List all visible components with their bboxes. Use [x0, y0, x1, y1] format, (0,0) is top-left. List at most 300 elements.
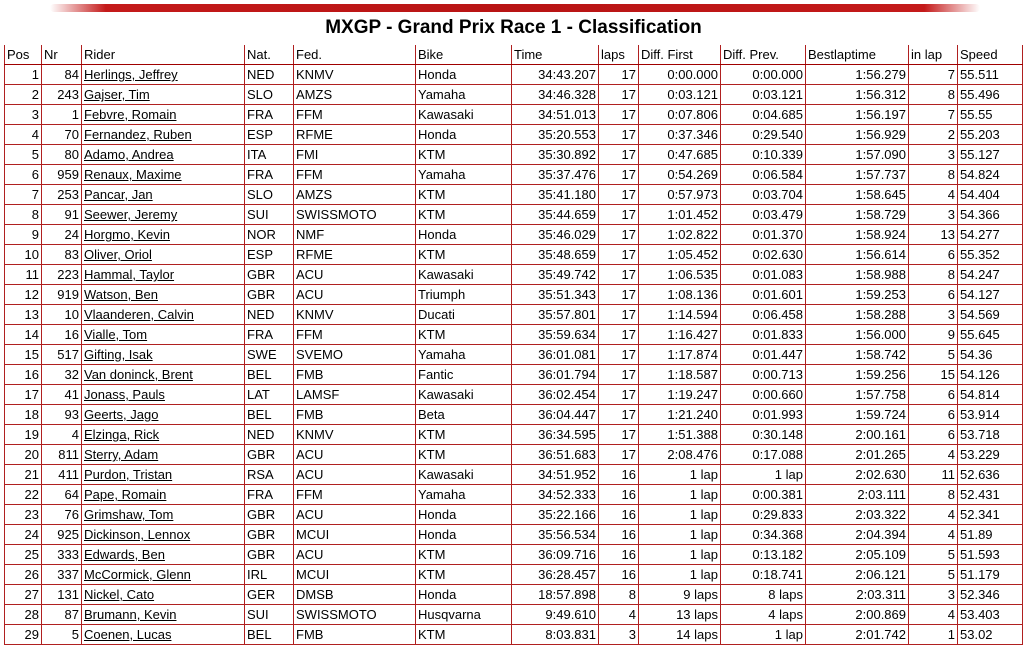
rider-link[interactable]: Brumann, Kevin [84, 607, 177, 622]
col-diff-prev-cell: 0:00.713 [721, 365, 806, 385]
col-fed-cell: MCUI [294, 525, 416, 545]
col-in-lap-cell: 2 [909, 125, 958, 145]
col-rider-cell [82, 85, 245, 105]
col-nat-cell: FRA [245, 485, 294, 505]
rider-link[interactable]: Hammal, Taylor [84, 267, 175, 282]
col-laps-cell: 16 [599, 525, 639, 545]
col-speed-cell: 53.02 [958, 625, 1023, 645]
table-row [5, 425, 1023, 445]
table-row [5, 605, 1023, 625]
rider-link[interactable]: Adamo, Andrea [84, 147, 174, 162]
col-laps-cell: 16 [599, 545, 639, 565]
col-in-lap-cell: 1 [909, 625, 958, 645]
col-rider-cell [82, 325, 245, 345]
col-rider-cell [82, 465, 245, 485]
col-nr-cell: 925 [42, 525, 82, 545]
col-nr-cell: 919 [42, 285, 82, 305]
col-pos-cell: 12 [5, 285, 42, 305]
col-speed-cell: 53.914 [958, 405, 1023, 425]
classification-table [4, 45, 1023, 645]
col-bestlaptime-cell: 1:57.090 [806, 145, 909, 165]
col-in-lap-cell: 6 [909, 405, 958, 425]
table-row [5, 65, 1023, 85]
col-speed-cell: 53.718 [958, 425, 1023, 445]
col-diff-first-header: Diff. First [639, 45, 721, 65]
table-row [5, 225, 1023, 245]
rider-link[interactable]: McCormick, Glenn [84, 567, 191, 582]
col-diff-prev-cell: 1 lap [721, 625, 806, 645]
col-fed-cell: ACU [294, 545, 416, 565]
col-time-header: Time [512, 45, 599, 65]
col-diff-first-cell: 1:21.240 [639, 405, 721, 425]
col-nat-cell: BEL [245, 365, 294, 385]
col-diff-prev-cell: 0:30.148 [721, 425, 806, 445]
col-bike-cell: KTM [416, 625, 512, 645]
rider-link[interactable]: Pape, Romain [84, 487, 167, 502]
col-pos-cell: 17 [5, 385, 42, 405]
col-fed-cell: SWISSMOTO [294, 205, 416, 225]
table-row [5, 105, 1023, 125]
col-bike-cell: Ducati [416, 305, 512, 325]
col-in-lap-cell: 6 [909, 285, 958, 305]
col-bike-cell: Kawasaki [416, 385, 512, 405]
col-nr-cell: 811 [42, 445, 82, 465]
table-row [5, 565, 1023, 585]
col-bike-cell: Husqvarna [416, 605, 512, 625]
col-fed-cell: FMB [294, 365, 416, 385]
col-pos-cell: 15 [5, 345, 42, 365]
col-bike-cell: Honda [416, 585, 512, 605]
col-laps-cell: 17 [599, 225, 639, 245]
col-diff-prev-cell: 0:34.368 [721, 525, 806, 545]
col-pos-cell: 8 [5, 205, 42, 225]
col-speed-cell: 55.127 [958, 145, 1023, 165]
col-pos-cell: 26 [5, 565, 42, 585]
col-bike-cell: KTM [416, 145, 512, 165]
col-fed-cell: FMB [294, 405, 416, 425]
col-in-lap-cell: 15 [909, 365, 958, 385]
col-speed-cell: 54.36 [958, 345, 1023, 365]
col-in-lap-cell: 7 [909, 65, 958, 85]
col-bike-cell: Fantic [416, 365, 512, 385]
table-row [5, 145, 1023, 165]
col-nat-cell: GBR [245, 525, 294, 545]
col-nat-cell: FRA [245, 325, 294, 345]
col-diff-first-cell: 0:03.121 [639, 85, 721, 105]
col-fed-cell: FFM [294, 325, 416, 345]
col-diff-prev-cell: 0:02.630 [721, 245, 806, 265]
col-diff-first-cell: 0:57.973 [639, 185, 721, 205]
col-time-cell: 35:57.801 [512, 305, 599, 325]
col-pos-cell: 18 [5, 405, 42, 425]
col-pos-header: Pos [5, 45, 42, 65]
col-laps-cell: 16 [599, 485, 639, 505]
col-laps-cell: 17 [599, 425, 639, 445]
col-nr-cell: 10 [42, 305, 82, 325]
col-nat-cell: GBR [245, 445, 294, 465]
col-pos-cell: 14 [5, 325, 42, 345]
col-rider-cell [82, 485, 245, 505]
col-speed-cell: 54.126 [958, 365, 1023, 385]
col-fed-cell: LAMSF [294, 385, 416, 405]
col-bestlaptime-cell: 2:02.630 [806, 465, 909, 485]
col-diff-prev-header: Diff. Prev. [721, 45, 806, 65]
col-diff-prev-cell: 0:01.601 [721, 285, 806, 305]
table-row [5, 545, 1023, 565]
col-diff-first-cell: 1 lap [639, 545, 721, 565]
col-in-lap-cell: 8 [909, 165, 958, 185]
col-time-cell: 34:43.207 [512, 65, 599, 85]
col-nat-cell: NED [245, 425, 294, 445]
col-speed-cell: 51.179 [958, 565, 1023, 585]
col-nr-cell: 24 [42, 225, 82, 245]
col-diff-prev-cell: 0:04.685 [721, 105, 806, 125]
col-bike-cell: Honda [416, 225, 512, 245]
col-pos-cell: 19 [5, 425, 42, 445]
col-nr-cell: 32 [42, 365, 82, 385]
col-in-lap-cell: 3 [909, 585, 958, 605]
col-speed-cell: 54.569 [958, 305, 1023, 325]
col-time-cell: 35:49.742 [512, 265, 599, 285]
col-bestlaptime-cell: 1:56.929 [806, 125, 909, 145]
col-bestlaptime-cell: 1:56.312 [806, 85, 909, 105]
col-rider-cell [82, 505, 245, 525]
table-row [5, 305, 1023, 325]
col-rider-cell [82, 105, 245, 125]
col-rider-cell [82, 625, 245, 645]
col-diff-prev-cell: 0:18.741 [721, 565, 806, 585]
col-time-cell: 36:01.794 [512, 365, 599, 385]
col-diff-first-cell: 0:00.000 [639, 65, 721, 85]
col-pos-cell: 27 [5, 585, 42, 605]
col-rider-cell [82, 425, 245, 445]
col-fed-cell: KNMV [294, 425, 416, 445]
col-bike-cell: KTM [416, 545, 512, 565]
col-time-cell: 36:28.457 [512, 565, 599, 585]
col-rider-cell [82, 265, 245, 285]
col-diff-first-cell: 1 lap [639, 505, 721, 525]
table-row [5, 125, 1023, 145]
col-time-cell: 34:51.013 [512, 105, 599, 125]
col-nat-cell: GBR [245, 265, 294, 285]
col-in-lap-cell: 6 [909, 245, 958, 265]
col-nr-cell: 253 [42, 185, 82, 205]
col-laps-cell: 4 [599, 605, 639, 625]
col-speed-cell: 54.127 [958, 285, 1023, 305]
col-nat-cell: SLO [245, 185, 294, 205]
col-bike-cell: Kawasaki [416, 105, 512, 125]
rider-link[interactable]: Renaux, Maxime [84, 167, 182, 182]
col-speed-cell: 53.229 [958, 445, 1023, 465]
col-time-cell: 34:52.333 [512, 485, 599, 505]
col-in-lap-cell: 6 [909, 385, 958, 405]
col-diff-prev-cell: 0:29.833 [721, 505, 806, 525]
col-fed-cell: AMZS [294, 85, 416, 105]
rider-link[interactable]: Fernandez, Ruben [84, 127, 192, 142]
col-nat-cell: SWE [245, 345, 294, 365]
col-time-cell: 35:44.659 [512, 205, 599, 225]
rider-link[interactable]: Sterry, Adam [84, 447, 159, 462]
col-in-lap-cell: 4 [909, 505, 958, 525]
col-laps-cell: 17 [599, 105, 639, 125]
table-row [5, 405, 1023, 425]
col-time-cell: 35:20.553 [512, 125, 599, 145]
col-nr-cell: 91 [42, 205, 82, 225]
col-diff-prev-cell: 0:03.121 [721, 85, 806, 105]
col-nat-cell: BEL [245, 405, 294, 425]
col-in-lap-cell: 11 [909, 465, 958, 485]
col-diff-first-cell: 1:02.822 [639, 225, 721, 245]
rider-link[interactable]: Van doninck, Brent [84, 367, 193, 382]
col-fed-cell: FFM [294, 165, 416, 185]
rider-link[interactable]: Nickel, Cato [84, 587, 155, 602]
col-fed-cell: ACU [294, 505, 416, 525]
col-time-cell: 35:30.892 [512, 145, 599, 165]
col-nat-cell: GBR [245, 505, 294, 525]
col-time-cell: 35:22.166 [512, 505, 599, 525]
rider-link[interactable]: Coenen, Lucas [84, 627, 172, 642]
col-bestlaptime-cell: 1:58.645 [806, 185, 909, 205]
col-pos-cell: 20 [5, 445, 42, 465]
col-diff-prev-cell: 0:00.660 [721, 385, 806, 405]
col-in-lap-cell: 8 [909, 485, 958, 505]
rider-link[interactable]: Gajser, Tim [84, 87, 150, 102]
col-diff-first-cell: 1:16.427 [639, 325, 721, 345]
col-laps-cell: 17 [599, 305, 639, 325]
col-speed-header: Speed [958, 45, 1023, 65]
col-diff-first-cell: 1:18.587 [639, 365, 721, 385]
col-diff-prev-cell: 0:06.584 [721, 165, 806, 185]
col-diff-first-cell: 0:37.346 [639, 125, 721, 145]
rider-link[interactable]: Geerts, Jago [84, 407, 159, 422]
table-body [5, 65, 1023, 645]
col-pos-cell: 22 [5, 485, 42, 505]
col-diff-first-cell: 1:08.136 [639, 285, 721, 305]
col-bestlaptime-cell: 1:59.256 [806, 365, 909, 385]
col-in-lap-cell: 7 [909, 105, 958, 125]
col-bestlaptime-cell: 2:00.869 [806, 605, 909, 625]
col-nr-cell: 411 [42, 465, 82, 485]
rider-link[interactable]: Jonass, Pauls [84, 387, 165, 402]
col-time-cell: 34:46.328 [512, 85, 599, 105]
col-diff-prev-cell: 0:00.381 [721, 485, 806, 505]
col-speed-cell: 55.203 [958, 125, 1023, 145]
rider-link[interactable]: Edwards, Ben [84, 547, 165, 562]
col-rider-cell [82, 65, 245, 85]
col-rider-cell [82, 445, 245, 465]
col-pos-cell: 13 [5, 305, 42, 325]
col-fed-cell: RFME [294, 125, 416, 145]
col-speed-cell: 54.277 [958, 225, 1023, 245]
col-rider-cell [82, 565, 245, 585]
col-in-lap-cell: 5 [909, 565, 958, 585]
col-diff-first-cell: 0:47.685 [639, 145, 721, 165]
col-speed-cell: 54.824 [958, 165, 1023, 185]
col-bike-cell: Honda [416, 525, 512, 545]
col-in-lap-cell: 8 [909, 265, 958, 285]
col-nr-cell: 517 [42, 345, 82, 365]
rider-link[interactable]: Dickinson, Lennox [84, 527, 191, 542]
col-laps-cell: 17 [599, 265, 639, 285]
col-diff-prev-cell: 0:17.088 [721, 445, 806, 465]
col-time-cell: 36:01.081 [512, 345, 599, 365]
col-laps-cell: 16 [599, 465, 639, 485]
col-laps-cell: 17 [599, 325, 639, 345]
col-time-cell: 35:48.659 [512, 245, 599, 265]
col-diff-first-cell: 1 lap [639, 485, 721, 505]
rider-link[interactable]: Gifting, Isak [84, 347, 153, 362]
col-nr-cell: 131 [42, 585, 82, 605]
col-bestlaptime-cell: 1:56.279 [806, 65, 909, 85]
col-diff-first-cell: 1:05.452 [639, 245, 721, 265]
col-diff-first-cell: 1 lap [639, 565, 721, 585]
col-fed-cell: RFME [294, 245, 416, 265]
col-diff-prev-cell: 1 lap [721, 465, 806, 485]
table-row [5, 465, 1023, 485]
table-row [5, 505, 1023, 525]
col-time-cell: 35:56.534 [512, 525, 599, 545]
col-pos-cell: 6 [5, 165, 42, 185]
rider-link[interactable]: Purdon, Tristan [84, 467, 173, 482]
col-speed-cell: 55.55 [958, 105, 1023, 125]
col-in-lap-cell: 3 [909, 145, 958, 165]
col-bike-cell: Honda [416, 505, 512, 525]
col-nat-cell: GBR [245, 545, 294, 565]
table-row [5, 625, 1023, 645]
col-in-lap-cell: 9 [909, 325, 958, 345]
col-fed-cell: AMZS [294, 185, 416, 205]
col-speed-cell: 52.346 [958, 585, 1023, 605]
table-row [5, 165, 1023, 185]
col-in-lap-cell: 3 [909, 205, 958, 225]
col-diff-prev-cell: 0:06.458 [721, 305, 806, 325]
table-row [5, 185, 1023, 205]
rider-link[interactable]: Grimshaw, Tom [84, 507, 174, 522]
col-diff-prev-cell: 0:01.370 [721, 225, 806, 245]
table-row [5, 525, 1023, 545]
rider-link[interactable]: Pancar, Jan [84, 187, 153, 202]
col-bike-cell: Yamaha [416, 85, 512, 105]
rider-link[interactable]: Oliver, Oriol [84, 247, 152, 262]
col-bestlaptime-cell: 1:58.729 [806, 205, 909, 225]
col-bestlaptime-cell: 1:57.737 [806, 165, 909, 185]
col-laps-cell: 17 [599, 205, 639, 225]
col-bike-cell: KTM [416, 425, 512, 445]
rider-link[interactable]: Febvre, Romain [84, 107, 177, 122]
col-nat-cell: FRA [245, 105, 294, 125]
col-rider-cell [82, 125, 245, 145]
col-nr-cell: 64 [42, 485, 82, 505]
col-laps-cell: 17 [599, 385, 639, 405]
col-bestlaptime-cell: 2:03.311 [806, 585, 909, 605]
col-rider-cell [82, 145, 245, 165]
col-in-lap-header: in lap [909, 45, 958, 65]
col-rider-cell [82, 165, 245, 185]
col-fed-cell: MCUI [294, 565, 416, 585]
table-row [5, 345, 1023, 365]
table-row [5, 265, 1023, 285]
col-fed-cell: ACU [294, 445, 416, 465]
col-pos-cell: 3 [5, 105, 42, 125]
col-nr-cell: 1 [42, 105, 82, 125]
col-diff-prev-cell: 0:01.993 [721, 405, 806, 425]
col-in-lap-cell: 5 [909, 345, 958, 365]
col-laps-cell: 17 [599, 405, 639, 425]
col-nr-cell: 959 [42, 165, 82, 185]
col-nat-cell: SLO [245, 85, 294, 105]
col-diff-prev-cell: 0:03.479 [721, 205, 806, 225]
col-diff-prev-cell: 0:03.704 [721, 185, 806, 205]
col-bestlaptime-cell: 1:57.758 [806, 385, 909, 405]
col-nr-cell: 5 [42, 625, 82, 645]
table-row [5, 445, 1023, 465]
col-nat-cell: NED [245, 305, 294, 325]
rider-link[interactable]: Herlings, Jeffrey [84, 67, 178, 82]
col-fed-cell: NMF [294, 225, 416, 245]
col-bestlaptime-cell: 2:01.265 [806, 445, 909, 465]
col-fed-cell: DMSB [294, 585, 416, 605]
col-bestlaptime-cell: 2:04.394 [806, 525, 909, 545]
col-nat-cell: ITA [245, 145, 294, 165]
col-diff-first-cell: 1 lap [639, 465, 721, 485]
col-time-cell: 34:51.952 [512, 465, 599, 485]
rider-link[interactable]: Watson, Ben [84, 287, 158, 302]
col-speed-cell: 55.511 [958, 65, 1023, 85]
rider-link[interactable]: Vlaanderen, Calvin [84, 307, 194, 322]
page-title: MXGP - Grand Prix Race 1 - Classification [325, 17, 702, 38]
col-laps-cell: 17 [599, 185, 639, 205]
col-diff-first-cell: 1:51.388 [639, 425, 721, 445]
col-diff-prev-cell: 0:01.447 [721, 345, 806, 365]
col-time-cell: 36:09.716 [512, 545, 599, 565]
col-bike-cell: KTM [416, 185, 512, 205]
col-bestlaptime-cell: 1:59.724 [806, 405, 909, 425]
col-diff-first-cell: 1 lap [639, 525, 721, 545]
col-pos-cell: 5 [5, 145, 42, 165]
col-fed-cell: ACU [294, 465, 416, 485]
col-nr-cell: 87 [42, 605, 82, 625]
col-rider-cell [82, 305, 245, 325]
table-row [5, 325, 1023, 345]
col-time-cell: 35:37.476 [512, 165, 599, 185]
col-speed-cell: 54.404 [958, 185, 1023, 205]
col-nr-header: Nr [42, 45, 82, 65]
col-in-lap-cell: 3 [909, 305, 958, 325]
col-laps-cell: 17 [599, 65, 639, 85]
col-in-lap-cell: 5 [909, 545, 958, 565]
rider-link[interactable]: Horgmo, Kevin [84, 227, 170, 242]
col-in-lap-cell: 8 [909, 85, 958, 105]
col-fed-cell: FFM [294, 485, 416, 505]
col-nat-header: Nat. [245, 45, 294, 65]
col-bike-cell: Yamaha [416, 485, 512, 505]
col-in-lap-cell: 4 [909, 445, 958, 465]
col-fed-cell: KNMV [294, 65, 416, 85]
col-time-cell: 35:51.343 [512, 285, 599, 305]
col-speed-cell: 52.431 [958, 485, 1023, 505]
rider-link[interactable]: Elzinga, Rick [84, 427, 160, 442]
rider-link[interactable]: Seewer, Jeremy [84, 207, 178, 222]
col-speed-cell: 55.645 [958, 325, 1023, 345]
col-bike-cell: Triumph [416, 285, 512, 305]
col-diff-prev-cell: 0:10.339 [721, 145, 806, 165]
rider-link[interactable]: Vialle, Tom [84, 327, 148, 342]
col-nat-cell: LAT [245, 385, 294, 405]
col-speed-cell: 55.352 [958, 245, 1023, 265]
col-fed-cell: FMI [294, 145, 416, 165]
col-diff-first-cell: 1:06.535 [639, 265, 721, 285]
col-nr-cell: 76 [42, 505, 82, 525]
